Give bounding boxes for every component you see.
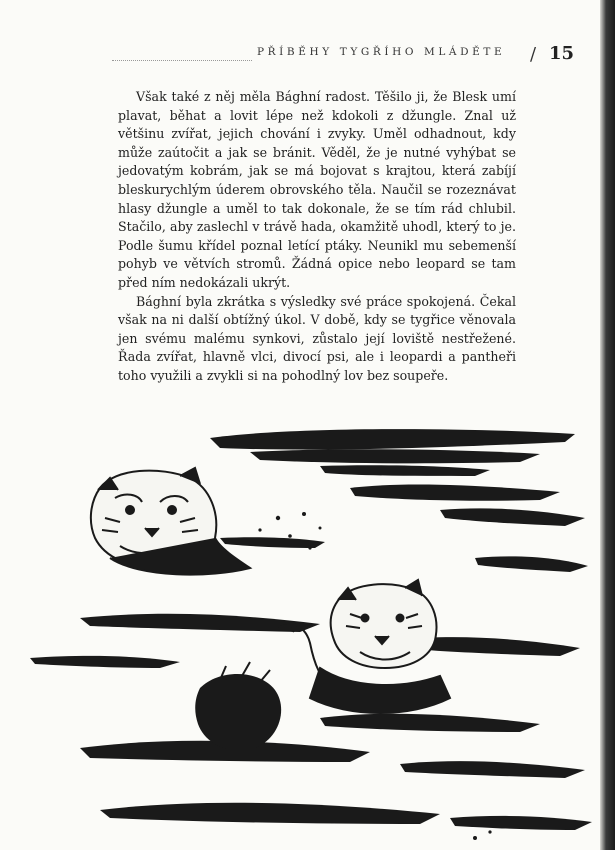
page-edge	[600, 0, 615, 850]
page-number: 15	[549, 43, 575, 64]
splash-body	[195, 662, 281, 751]
header-separator: /	[530, 44, 537, 65]
splash-dots	[258, 512, 491, 840]
running-title: PŘÍBĚHY TYGŘÍHO MLÁDĚTE	[257, 46, 506, 58]
tigers-swimming-illustration	[20, 418, 595, 848]
tiger-cub-right	[275, 580, 450, 713]
tiger-left	[91, 468, 250, 575]
body-text	[118, 88, 516, 386]
paragraph-1: Však také z něj měla Bághní radost. Těšilo ji, že Blesk umí plavat, běhat a lovit lépe než kdokoli z džungle. Znal už většinu zvířat, jejich chování i zvyky. Uměl odhadnout, kdy může zaútočit a jak se bránit. Věděl, že je nutné vyhýbat se jedovatým kobrám, jak se má bojovat s krajtou, která zabíjí bleskurychlým úderem obrovského těla. Naučil se rozeznávat hlasy džungle a uměl to tak dokonale, že se tím rád chlubil. Stačilo, aby zaslechl v trávě hada, okamžitě uhodl, který to je. Podle šumu křídel poznal letící ptáky. Neunikl mu sebemenší pohyb ve větvích stromů. Žádná opice nebo leopard se tam před ním nedokázali ukrýt.	[118, 89, 516, 290]
running-head	[112, 43, 592, 70]
header-rule	[112, 60, 252, 61]
paragraph-2: Bághní byla zkrátka s výsledky své práce spokojená. Čekal však na ni další obtížný úkol. V době, kdy se tygřice věnovala jen svému malému synkovi, zůstalo její loviště nestřežené. Řada zvířat, hlavně vlci, divocí psi, ale i leopardi a pantheři toho využili a zvykli si na pohodlný lov bez soupeře.	[118, 293, 516, 383]
